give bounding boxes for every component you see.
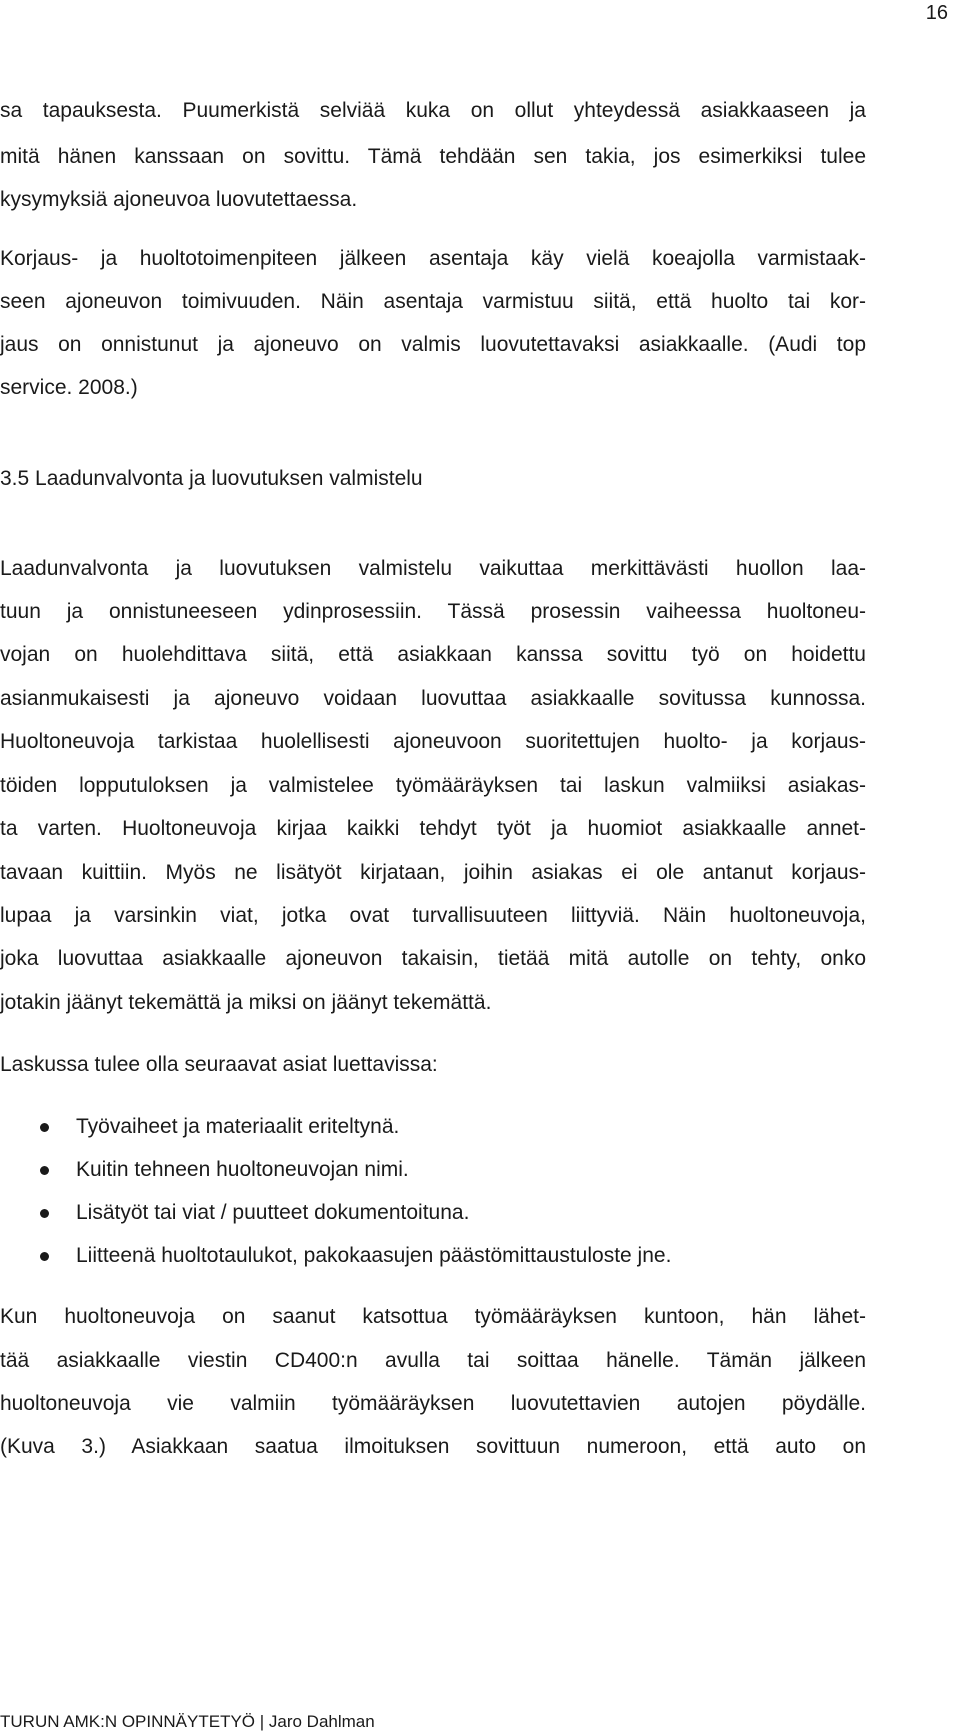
text-line: (Kuva 3.) Asiakkaan saatua ilmoituksen sovittuun numeroon, että auto on (0, 1435, 866, 1458)
text-line: service. 2008.) (0, 376, 138, 399)
text-line: tuun ja onnistuneeseen ydinprosessiin. Tässä prosessin vaiheessa huoltoneu- (0, 600, 866, 623)
text-line: jaus on onnistunut ja ajoneuvo on valmis luovutettavaksi asiakkaalle. (Audi top (0, 333, 866, 356)
text-line: huoltoneuvoja vie valmiin työmääräyksen luovutettavien autojen pöydälle. (0, 1392, 866, 1415)
list-item-text: Liitteenä huoltotaulukot, pakokaasujen päästömittaustuloste jne. (76, 1244, 672, 1267)
bullet-icon (40, 1252, 49, 1261)
text-line: asianmukaisesti ja ajoneuvo voidaan luovuttaa asiakkaalle sovitussa kunnossa. (0, 687, 866, 710)
text-line: töiden lopputuloksen ja valmistelee työmääräyksen tai laskun valmiiksi asiakas- (0, 774, 866, 797)
list-item-text: Kuitin tehneen huoltoneuvojan nimi. (76, 1158, 409, 1181)
text-line: Huoltoneuvoja tarkistaa huolellisesti ajoneuvoon suoritettujen huolto- ja korjaus- (0, 730, 866, 753)
section-heading: 3.5 Laadunvalvonta ja luovutuksen valmistelu (0, 467, 423, 490)
page-number: 16 (925, 2, 948, 24)
text-line: mitä hänen kanssaan on sovittu. Tämä tehdään sen takia, jos esimerkiksi tulee (0, 145, 866, 168)
text-line: Laadunvalvonta ja luovutuksen valmistelu vaikuttaa merkittävästi huollon laa- (0, 557, 866, 580)
list-item-text: Työvaiheet ja materiaalit eriteltynä. (76, 1115, 400, 1138)
bullet-icon (40, 1209, 49, 1218)
text-line: lupaa ja varsinkin viat, jotka ovat turvallisuuteen liittyviä. Näin huoltoneuvoja, (0, 904, 866, 927)
text-line: joka luovuttaa asiakkaalle ajoneuvon takaisin, tietää mitä autolle on tehty, onko (0, 947, 866, 970)
bullet-icon (40, 1166, 49, 1175)
text-line: Kun huoltoneuvoja on saanut katsottua työmääräyksen kuntoon, hän lähet- (0, 1305, 866, 1328)
text-line: sa tapauksesta. Puumerkistä selviää kuka on ollut yhteydessä asiakkaaseen ja (0, 99, 866, 122)
bullet-icon (40, 1123, 49, 1132)
list-item-text: Lisätyöt tai viat / puutteet dokumentoituna. (76, 1201, 470, 1224)
text-line: seen ajoneuvon toimivuuden. Näin asentaja varmistuu siitä, että huolto tai kor- (0, 290, 866, 313)
text-line: ta varten. Huoltoneuvoja kirjaa kaikki tehdyt työt ja huomiot asiakkaalle annet- (0, 817, 866, 840)
text-line: tavaan kuittiin. Myös ne lisätyöt kirjataan, joihin asiakas ei ole antanut korjaus- (0, 861, 866, 884)
text-line: kysymyksiä ajoneuvoa luovutettaessa. (0, 188, 358, 211)
list-intro: Laskussa tulee olla seuraavat asiat luettavissa: (0, 1053, 438, 1076)
text-line: tää asiakkaalle viestin CD400:n avulla tai soittaa hänelle. Tämän jälkeen (0, 1349, 866, 1372)
text-line: Korjaus- ja huoltotoimenpiteen jälkeen asentaja käy vielä koeajolla varmistaak- (0, 247, 866, 270)
text-line: jotakin jäänyt tekemättä ja miksi on jäänyt tekemättä. (0, 991, 492, 1014)
text-line: vojan on huolehdittava siitä, että asiakkaan kanssa sovittu työ on hoidettu (0, 643, 866, 666)
footer: TURUN AMK:N OPINNÄYTETYÖ | Jaro Dahlman (0, 1712, 375, 1731)
